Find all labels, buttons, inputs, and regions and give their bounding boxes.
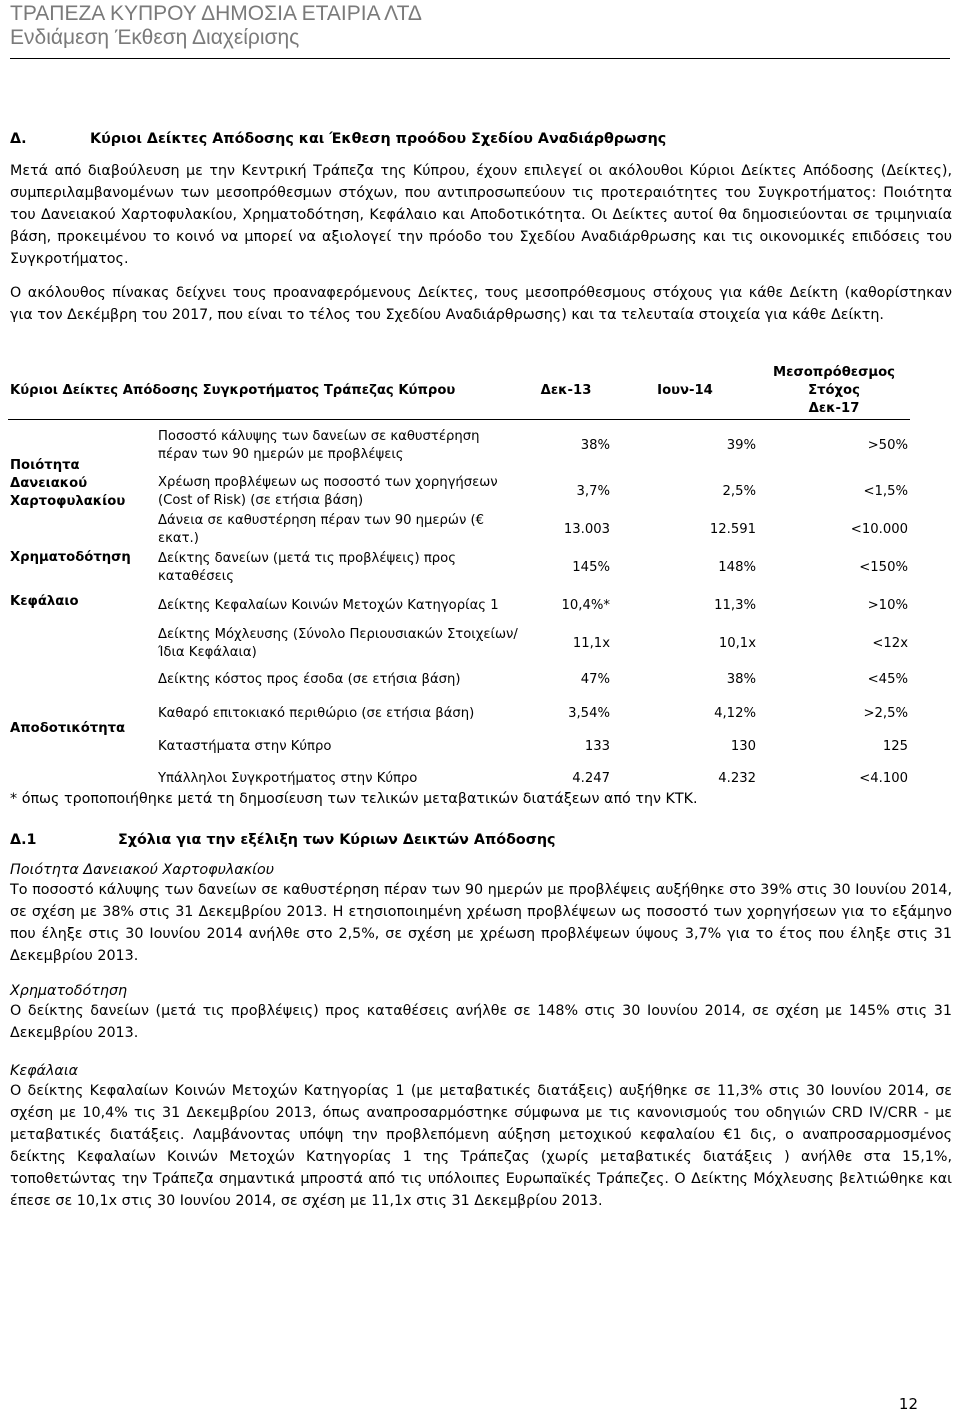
group-profitability: Αποδοτικότητα (10, 721, 126, 736)
kpi-table (8, 363, 910, 795)
section-title: Κύριοι Δείκτες Απόδοσης και Έκθεση προόδου Σχεδίου Αναδιάρθρωσης (90, 131, 667, 147)
subheading-capital: Κεφάλαια (10, 1063, 79, 1079)
row-jun14: 4,12% (714, 706, 756, 721)
row-label: Υπάλληλοι Συγκροτήματος στην Κύπρο (158, 771, 418, 786)
table-row (8, 549, 910, 587)
table-row (8, 587, 910, 625)
paragraph-loan-quality: Το ποσοστό κάλυψης των δανείων σε καθυστέρηση πέραν των 90 ημερών με προβλέψεις αυξήθηκε στο 39% στις 30 Ιουνίου 2014, σε σχέση με 38% στις 31 Δεκεμβρίου 2013. Η ετησιοποιημένη χρέωση προβλέψεων ως ποσοστό των χορηγήσεων για το εξάμηνο που έληξε στις 30 Ιουνίου 2014 ανήλθε στο 2,5%, σε σχέση με χρέωση προβλέψεων ύψους 3,7% για το έτος που έληξε στις 31 Δεκεμβρίου 2013. (10, 882, 952, 964)
row-target: >10% (867, 598, 908, 613)
row-dec13: 3,7% (576, 484, 610, 499)
row-dec13: 10,4%* (561, 598, 610, 613)
row-label: Καταστήματα στην Κύπρο (158, 739, 332, 754)
table-footnote: * όπως τροποποιήθηκε μετά τη δημοσίευση των τελικών μεταβατικών διατάξεων από την ΚΤΚ. (10, 791, 698, 807)
row-label: Δείκτης δανείων (μετά τις προβλέψεις) προς καταθέσεις (158, 551, 456, 584)
col-header-target (758, 363, 910, 419)
row-target: <12x (872, 636, 908, 651)
group-capital: Κεφάλαιο (10, 594, 79, 609)
col-header-target-line1: Μεσοπρόθεσμος (773, 364, 895, 380)
row-dec13: 38% (580, 438, 610, 454)
table-title: Κύριοι Δείκτες Απόδοσης Συγκροτήματος Τράπεζας Κύπρου (10, 382, 456, 398)
row-label: Καθαρό επιτοκιακό περιθώριο (σε ετήσια βάση) (158, 706, 475, 721)
section-paragraph-1: Μετά από διαβούλευση με την Κεντρική Τράπεζα της Κύπρου, έχουν επιλεγεί οι ακόλουθοι Κύριοι Δείκτες Απόδοσης (Δείκτες), συμπεριλαμβανομένων των μεσοπρόθεσμων στόχων, που αντιπροσωπεύουν τις προτεραιότητες του Συγκροτήματος: Ποιότητα του Δανειακού Χαρτοφυλακίου, Χρηματοδότηση, Κεφάλαιο και Αποδοτικότητα. Οι Δείκτες αυτοί θα δημοσιεύονται σε τριμηνιαία βάση, προκειμένου το κοινό να μπορεί να αξιολογεί την πρόοδο του Σχεδίου Αναδιάρθρωσης και τις οικονομικές επιδόσεις του Συγκροτήματος. (10, 163, 952, 267)
group-funding: Χρηματοδότηση (10, 550, 131, 565)
col-header-jun14: Ιουν-14 (657, 382, 713, 398)
row-jun14: 4.232 (718, 771, 756, 786)
row-dec13: 133 (584, 739, 610, 754)
subheading-loan-quality: Ποιότητα Δανειακού Χαρτοφυλακίου (10, 862, 275, 878)
row-dec13: 145% (572, 560, 610, 575)
row-label: Δείκτης κόστος προς έσοδα (σε ετήσια βάση) (158, 672, 461, 687)
row-dec13: 4.247 (572, 771, 610, 786)
col-header-target-line3: Δεκ-17 (808, 400, 860, 416)
row-target: <4.100 (859, 771, 908, 786)
row-target: <10.000 (850, 522, 908, 537)
row-target: <1,5% (863, 484, 908, 499)
row-jun14: 10,1x (718, 636, 756, 651)
row-target: <45% (867, 672, 908, 687)
row-target: <150% (859, 560, 908, 575)
paragraph-capital: Ο δείκτης Κεφαλαίων Κοινών Μετοχών Κατηγορίας 1 (με μεταβατικές διατάξεις) αυξήθηκε σε 11,3% στις 30 Ιουνίου 2014, σε σχέση με 10,4% τις 31 Δεκεμβρίου 2013, όπως αναπροσαρμόστηκε σύμφωνα με τις κανονισμούς του οδηγιών CRD IV/CRR - με μεταβατικές διατάξεις. Λαμβάνοντας υπόψη την προβλεπόμενη αύξηση μετοχικού κεφαλαίου €1 δις, ο αναπροσαρμοσμένος δείκτης Κεφαλαίων Κοινών Μετοχών Κατηγορίας 1 της Τράπεζας (χωρίς μεταβατικές διατάξεις ) ανήλθε στα 15,1%, τοποθετώντας την Τράπεζα σημαντικά μπροστά από τις υπόλοιπες Ευρωπαϊκές Τράπεζες. Ο Δείκτης Μόχλευσης βελτιώθηκε και έπεσε σε 10,1x στις 30 Ιουνίου 2014, σε σχέση με 11,1x στις 31 Δεκεμβρίου 2013. (10, 1083, 952, 1209)
row-jun14: 130 (730, 739, 756, 754)
row-target: >50% (867, 438, 908, 454)
col-header-dec13: Δεκ-13 (540, 382, 592, 398)
row-target: 125 (882, 739, 908, 754)
group-quality: Ποιότητα Δανειακού Χαρτοφυλακίου (10, 458, 126, 510)
row-jun14: 2,5% (722, 484, 756, 499)
subheading-funding: Χρηματοδότηση (10, 983, 128, 999)
row-dec13: 11,1x (572, 636, 610, 651)
row-label: Δείκτης Κεφαλαίων Κοινών Μετοχών Κατηγορίας 1 (158, 598, 499, 613)
row-label: Δάνεια σε καθυστέρηση πέραν των 90 ημερών (€ εκατ.) (158, 513, 485, 546)
row-label: Χρέωση προβλέψεων ως ποσοστό των χορηγήσεων (Cost of Risk) (σε ετήσια βάση) (158, 475, 498, 508)
row-jun14: 11,3% (714, 598, 756, 613)
row-target: >2,5% (863, 706, 908, 721)
row-dec13: 47% (580, 672, 610, 687)
row-label: Δείκτης Μόχλευσης (Σύνολο Περιουσιακών Στοιχείων/Ίδια Κεφάλαια) (158, 627, 518, 660)
running-header (10, 2, 422, 50)
header-report-title: Ενδιάμεση Έκθεση Διαχείρισης (10, 26, 300, 49)
section-number: Δ. (10, 131, 27, 147)
row-label: Ποσοστό κάλυψης των δανείων σε καθυστέρηση πέραν των 90 ημερών με προβλέψεις (158, 429, 480, 463)
subsection-number: Δ.1 (10, 832, 37, 848)
subsection-title: Σχόλια για την εξέλιξη των Κύριων Δεικτών Απόδοσης (118, 832, 556, 848)
header-rule (10, 58, 950, 59)
paragraph-funding: Ο δείκτης δανείων (μετά τις προβλέψεις) προς καταθέσεις ανήλθε σε 148% στις 30 Ιουνίου 2014, σε σχέση με 145% στις 31 Δεκεμβρίου 2013. (10, 1003, 952, 1041)
page-number: 12 (898, 1395, 918, 1413)
header-company: ΤΡΑΠΕΖΑ ΚΥΠΡΟΥ ΔΗΜΟΣΙΑ ΕΤΑΙΡΙΑ ΛΤΔ (10, 2, 422, 25)
row-dec13: 13.003 (563, 522, 610, 537)
section-paragraph-2: Ο ακόλουθος πίνακας δείχνει τους προαναφερόμενους Δείκτες, τους μεσοπρόθεσμους στόχους για κάθε Δείκτη (καθορίστηκαν για τον Δεκέμβρη του 2017, που είναι το τέλος του Σχεδίου Αναδιάρθρωσης) και τα τελευταία στοιχεία για κάθε Δείκτη. (10, 285, 952, 323)
row-jun14: 148% (718, 560, 756, 575)
table-row (8, 663, 910, 697)
table-header-row (8, 363, 910, 419)
table-row (8, 419, 910, 473)
col-header-target-line2: Στόχος (808, 382, 860, 398)
row-jun14: 12.591 (709, 522, 756, 537)
row-dec13: 3,54% (568, 706, 610, 721)
row-jun14: 39% (726, 438, 756, 454)
row-jun14: 38% (726, 672, 756, 687)
